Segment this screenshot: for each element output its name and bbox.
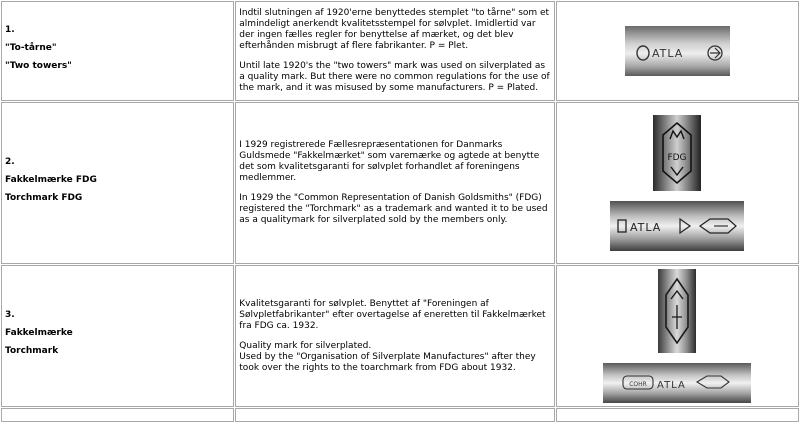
mark-name-en: Torchmark (5, 346, 59, 356)
mark-name-cell (1, 265, 234, 407)
photo-cell (556, 1, 799, 101)
stamp-label: ATLA (657, 380, 687, 391)
mark-name-cell (1, 408, 234, 422)
table-row (1, 265, 799, 407)
mark-name-cell (1, 102, 234, 264)
description-cell (235, 265, 554, 407)
description-en: In 1929 the "Common Representation of Danish Goldsmiths" (FDG) registered the "Torchmark" as a trademark and wanted it to be used as a qualitymark for silverplated sold by the members only. (239, 193, 548, 225)
mark-name-dk: "To-tårne" (5, 43, 57, 53)
description-en: Quality mark for silverplated. Used by the "Organisation of Silverplate Manufactures" after they took over the rights to the toarchmark from FDG about 1932. (239, 340, 536, 373)
stamp-label: ATLA (651, 47, 684, 60)
stamp-top-label: FDG (667, 153, 687, 163)
photo-cell (556, 265, 799, 407)
stamp-photo-torch (658, 269, 696, 353)
table-row (1, 408, 799, 422)
description-dk: Kvalitetsgaranti for sølvplet. Benyttet af "Foreningen af Sølvpletfabrikanter" efter overtagelse af eneretten til Fakkelmærket fra FDG ca. 1932. (239, 298, 546, 331)
description-en: Until late 1920's the "two towers" mark was used on silverplated as a quality mark. But there were no common regulations for the use of the mark, and it was misused by some manufacturers. P = Plated. (239, 61, 550, 93)
photo-cell (556, 102, 799, 264)
table-row (1, 102, 799, 264)
mark-name-dk: Fakkelmærke (5, 328, 73, 338)
mark-name-en: "Two towers" (5, 61, 72, 71)
stamp-prefix: COHR (629, 381, 648, 388)
mark-name-dk: Fakkelmærke FDG (5, 175, 97, 185)
stamp-label: ATLA (630, 221, 662, 234)
stamp-photo-cohr-atla (603, 363, 751, 403)
stamp-photo-atla-torch (610, 201, 744, 251)
photo-cell (556, 408, 799, 422)
row-number: 3. (5, 310, 15, 320)
table-row (1, 1, 799, 101)
description-dk: Indtil slutningen af 1920'erne benyttedes stemplet "to tårne" som et almindeligt anerkendt kvalitetsstempel for sølvplet. Imidlertid var der ingen fælles regler for benyttelse af mærket, og det blev efterhånden misbrugt af flere fabrikanter. P = Plet. (239, 8, 550, 51)
mark-name-en: Torchmark FDG (5, 193, 83, 203)
description-dk: I 1929 registrerede Fællesrepræsentationen for Danmarks Guldsmede "Fakkelmærket" som varemærke og agtede at benytte det som kvalitetsgaranti for sølvplet forhandlet af foreningens medlemmer. (239, 140, 540, 183)
description-cell (235, 102, 554, 264)
description-cell (235, 1, 554, 101)
row-number: 2. (5, 157, 15, 167)
description-cell (235, 408, 554, 422)
row-number: 1. (5, 25, 15, 35)
mark-name-cell (1, 1, 234, 101)
stamp-photo-torch-fdg (653, 115, 701, 191)
stamp-photo-atla-two-towers (625, 26, 730, 76)
